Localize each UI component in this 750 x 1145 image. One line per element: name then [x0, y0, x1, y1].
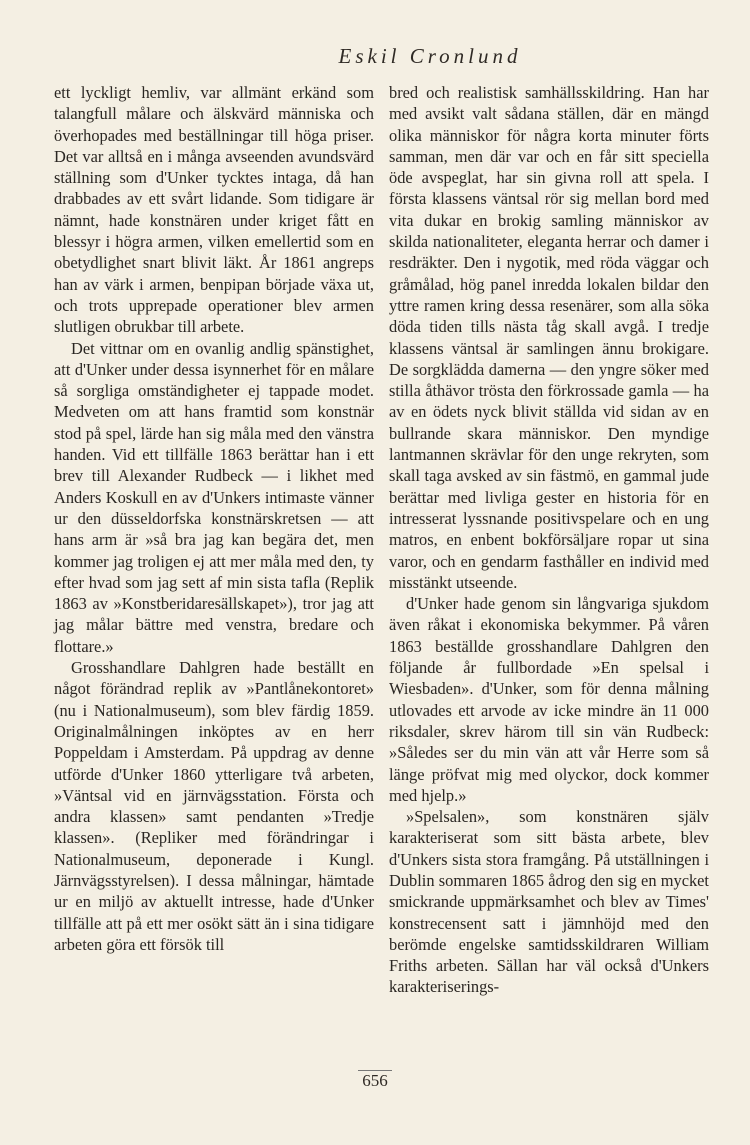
- running-head: Eskil Cronlund: [338, 44, 522, 68]
- left-column: [54, 82, 374, 955]
- paragraph: »Spelsalen», som konstnären själv karakteriserat som sitt bästa arbete, blev d'Unkers sista stora framgång. På utställningen i Dublin sommaren 1865 ådrog den sig en mycket smickrande uppmärksamhet och blev av Times' konstrecensent satt i jämnhöjd med den berömde engelske samtidsskildraren William Friths arbeten. Sällan har väl också d'Unkers karakteriserings-: [389, 807, 709, 997]
- right-column: [389, 82, 709, 998]
- paragraph: Grosshandlare Dahlgren hade beställt en något förändrad replik av »Pantlånekontoret» (nu i Nationalmuseum), som blev färdig 1859. Originalmålningen inköptes av en herr Poppeldam i Amsterdam. På uppdrag av denne utförde d'Unker 1860 ytterligare två arbeten, »Väntsal vid en järnvägsstation. Första och andra klassen» samt pendanten »Tredje klassen». (Repliker med förändringar i Nationalmuseum, deponerade i Kungl. Järnvägsstyrelsen). I dessa målningar, hämtade ur en miljö av aktuellt intresse, hade d'Unker tillfälle att på ett mer osökt sätt än i sina tidigare arbeten göra ett försök till: [54, 658, 374, 954]
- page-number-text: 656: [358, 1070, 392, 1090]
- paragraph: d'Unker hade genom sin långvariga sjukdom även råkat i ekonomiska bekymmer. På våren 1863 beställde grosshandlare Dahlgren den följande år fullbordade »En spelsal i Wiesbaden». d'Unker, som för denna målning utlovades ett arvode av icke mindre än 11 000 riksdaler, skrev härom till sin vän Rudbeck: »Således ser du min vän att vår Herre som så länge pröfvat mig med olyckor, dock kommer med hjelp.»: [389, 594, 709, 805]
- paragraph: ett lyckligt hemliv, var allmänt erkänd som talangfull målare och älskvärd människa och överhopades med beställningar till höga priser. Det var alltså en i många avseenden avundsvärd ställning som d'Unker tycktes intaga, då han drabbades av ett svårt lidande. Som tidigare är nämnt, hade konstnären under kriget fått en blessyr i högra armen, vilken emellertid som en obetydlighet snart blivit läkt. År 1861 angreps han av värk i armen, benpipan började växa ut, och trots upprepade operationer blev armen slutligen obrukbar till arbete.: [54, 83, 374, 337]
- page-number: [0, 1071, 750, 1091]
- paragraph: Det vittnar om en ovanlig andlig spänstighet, att d'Unker under dessa isynnerhet för en målare så sorgliga omständigheter ej tappade modet. Medveten om att hans framtid som konstnär stod på spel, lärde han sig måla med den vänstra handen. Vid ett tillfälle 1863 berättar han i ett brev till Alexander Rudbeck — i likhet med Anders Koskull en av d'Unkers intimaste vänner ur den düsseldorfska konstnärskretsen — att hans arm är »så bra jag kan begära det, men kommer jag troligen ej att mer måla med den, ty efter hvad som jag sett af min sista tafla (Replik 1863 av »Konstberidaresällskapet»), tror jag att jag målar bättre med venstra, bredare och flottare.»: [54, 338, 374, 656]
- paragraph: bred och realistisk samhällsskildring. Han har med avsikt valt sådana ställen, där en mängd olika människor för några korta minuter förts samman, men där var och en får sitt speciella öde avspeglat, har sin givna roll att spela. I första klassens väntsal rör sig mellan bord med vita dukar en brokig samling människor av skilda nationaliteter, eleganta herrar och damer i resdräkter. Den i nygotik, med röda väggar och gråmålad, hög panel inredda lokalen bildar den yttre ramen kring dessa resenärer, som alla söka döda tiden tills nästa tåg skall avgå. I tredje klassens väntsal är samlingen ännu brokigare. De sorgklädda damerna — den yngre söker med stilla åthävor trösta den förkrossade gamla — ha av en ödets nyck blivit ställda vid sidan av en bullrande skara människor. Den myndige lantmannen skrävlar för den unge rekryten, som skall taga avsked av sin fästmö, en gammal jude berättar med livliga gester en historia för en intresserat lyssnande positivspelare och en ung matros, en enbent bokförsäljare ropar ut sina varor, och en gendarm fasthåller en individ med misstänkt utseende.: [389, 83, 709, 592]
